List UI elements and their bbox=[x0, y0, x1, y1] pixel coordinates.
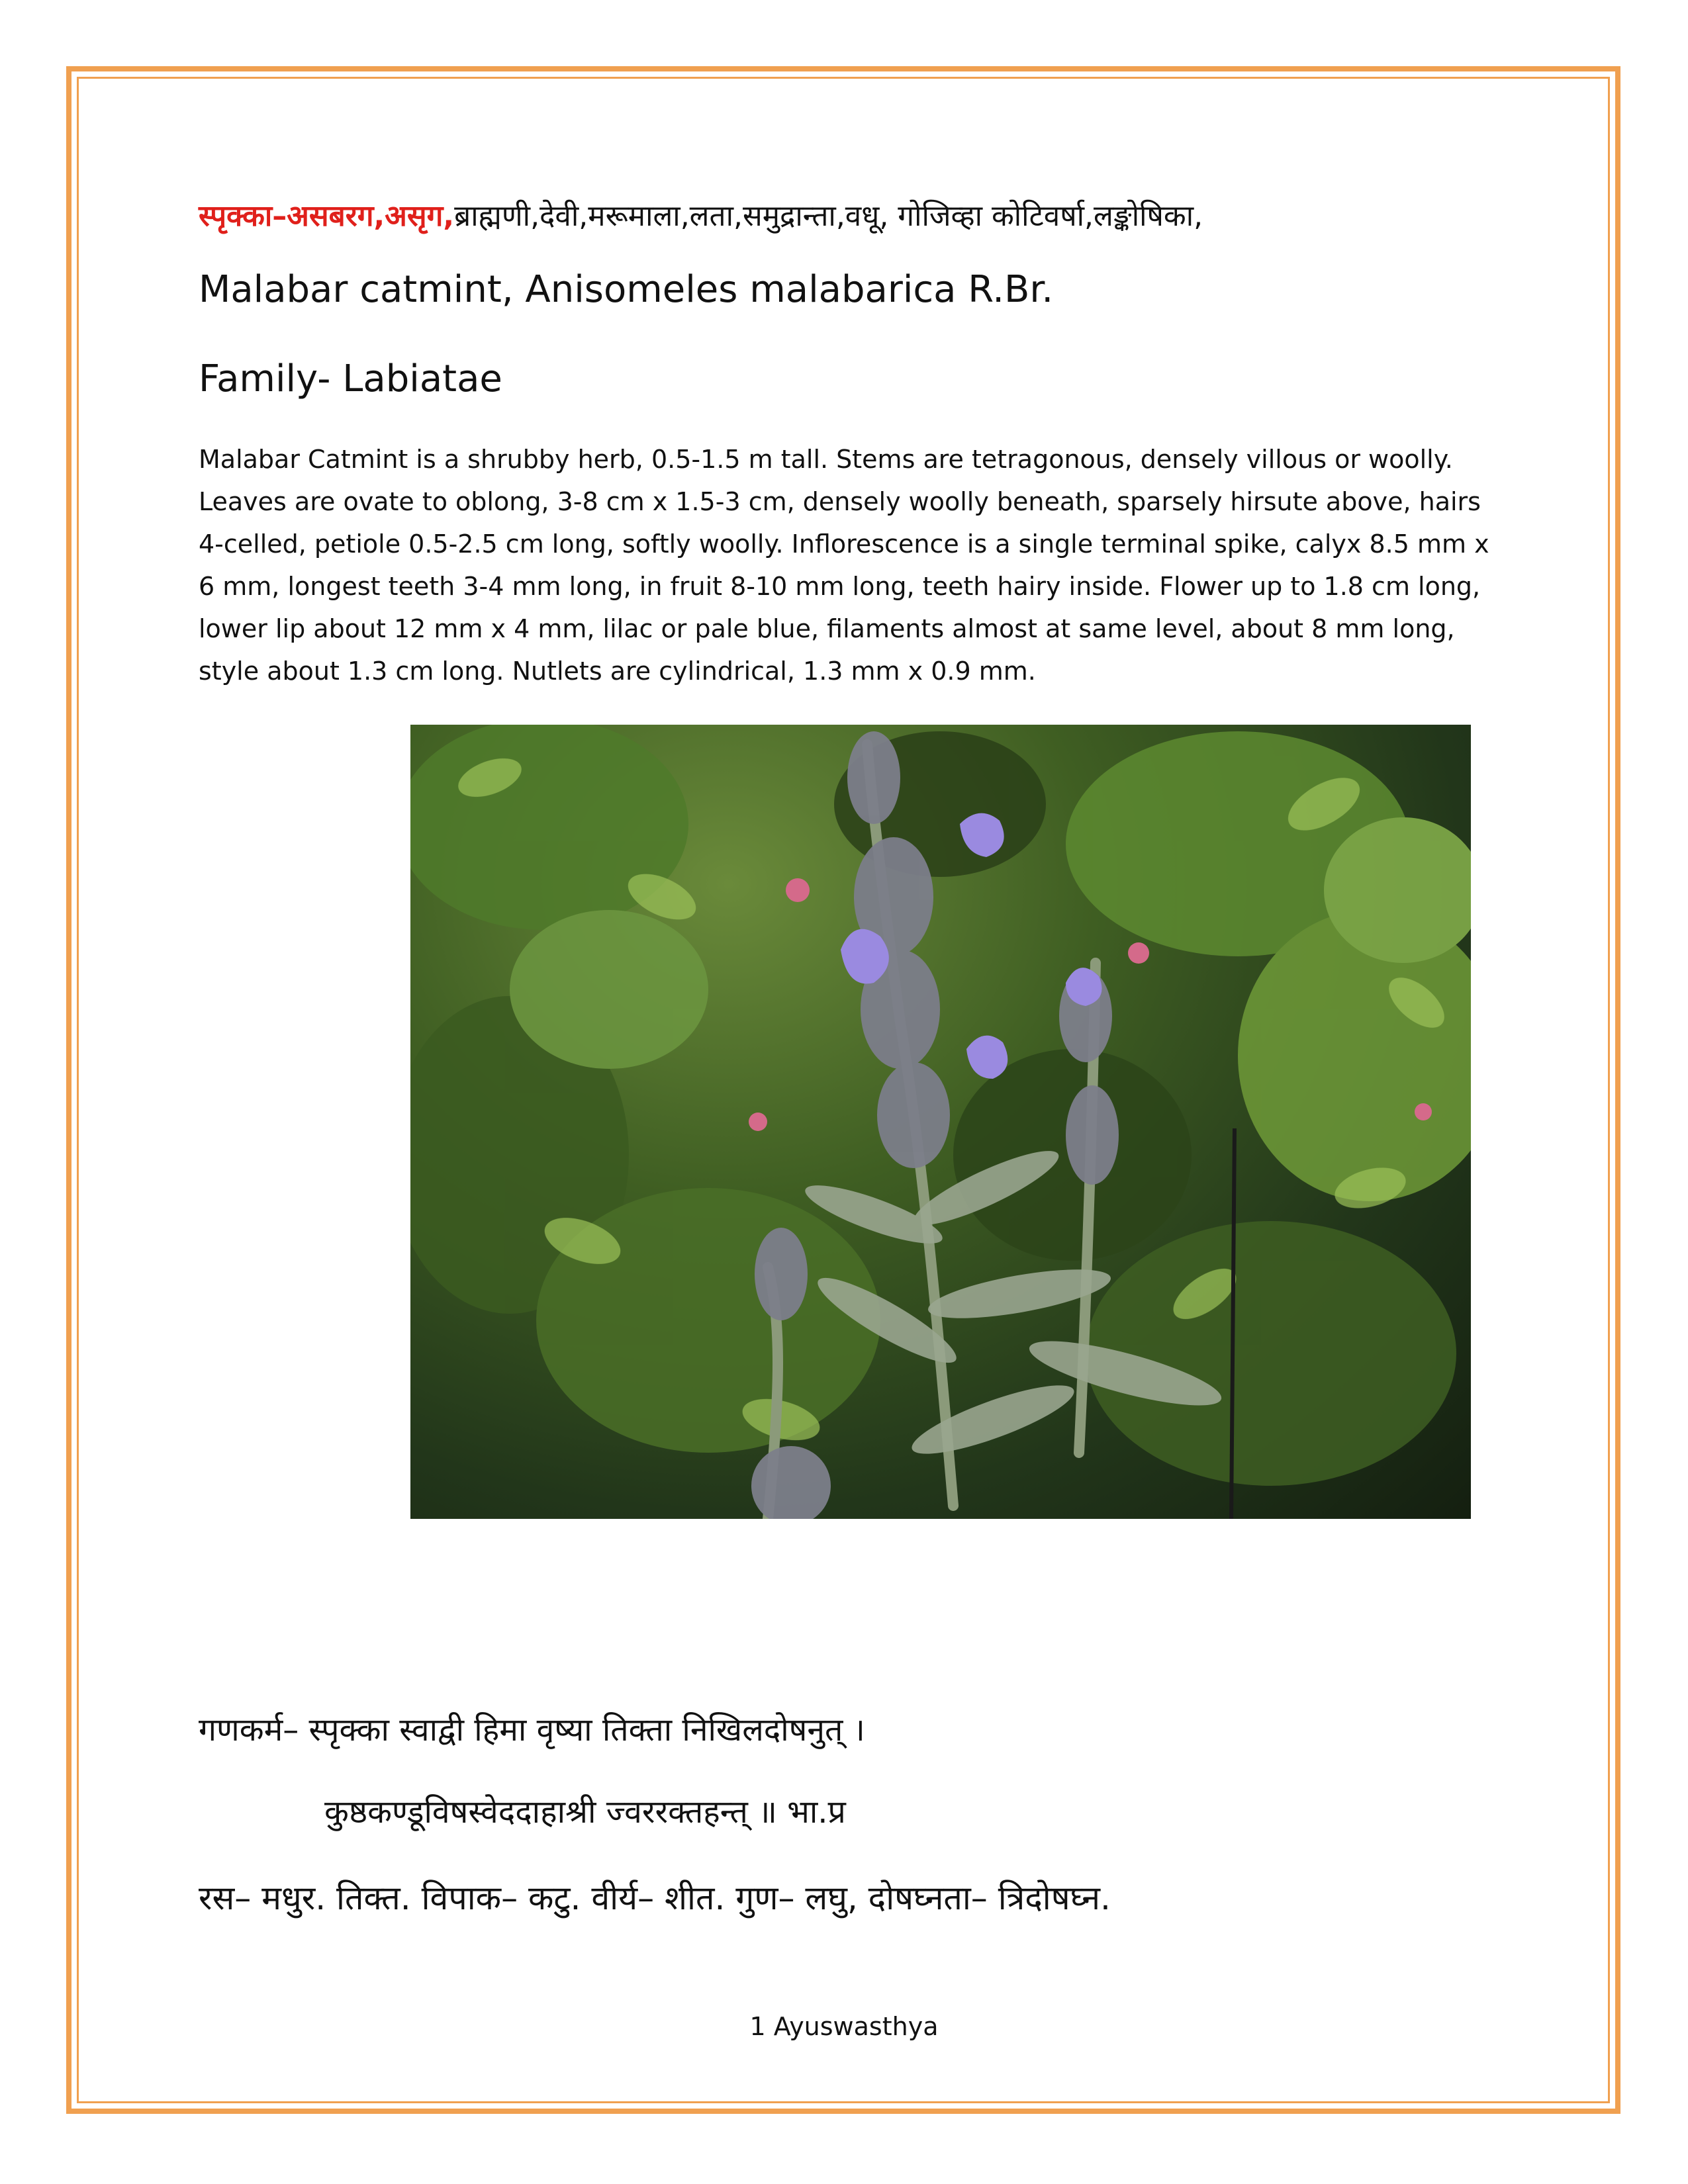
ganakarma-verse-line2: कुष्ठकण्डूविषस्वेददाहाश्री ज्वररक्तहन्त् ॥ भा.प्र bbox=[324, 1794, 846, 1831]
ganakarma-verse-line1: गणकर्म– स्पृक्का स्वाद्वी हिमा वृष्या तिक्ता निखिलदोषनुत् । bbox=[199, 1711, 865, 1749]
sanskrit-names-highlight: स्पृक्का–असबरग,असृग, bbox=[199, 199, 455, 233]
plant-description: Malabar Catmint is a shrubby herb, 0.5-1.5 m tall. Stems are tetragonous, densely villous or woolly. Leaves are ovate to oblong, 3-8 cm x 1.5-3 cm, densely woolly beneath, sparsely hirsute above, hairs 4-celled, petiole 0.5-2.5 cm long, softly woolly. Inflorescence is a single terminal spike, calyx 8.5 mm x 6 mm, longest teeth 3-4 mm long, in fruit 8-10 mm long, teeth hairy inside. Flower up to 1.8 cm long, lower lip about 12 mm x 4 mm, lilac or pale blue, filaments almost at same level, about 8 mm long, style about 1.3 cm long. Nutlets are cylindrical, 1.3 mm x 0.9 mm. bbox=[199, 445, 1489, 686]
plant-photo bbox=[410, 725, 1471, 1519]
family-name: Family- Labiatae bbox=[199, 357, 502, 400]
rasa-properties: रस– मधुर. तिक्त. विपाक– कटु. वीर्य– शीत. गुण– लघु, दोषघ्नता– त्रिदोषघ्न. bbox=[199, 1879, 1111, 1917]
sanskrit-names-rest: ब्राह्मणी,देवी,मरूमाला,लता,समुद्रान्ता,वधू, गोजिव्हा कोटिवर्षा,लङ्कोषिका, bbox=[454, 199, 1203, 233]
page-footer: 1 Ayuswasthya bbox=[749, 2012, 939, 2041]
botanical-name: Malabar catmint, Anisomeles malabarica R.Br. bbox=[199, 268, 1054, 311]
sanskrit-names bbox=[199, 197, 1489, 235]
